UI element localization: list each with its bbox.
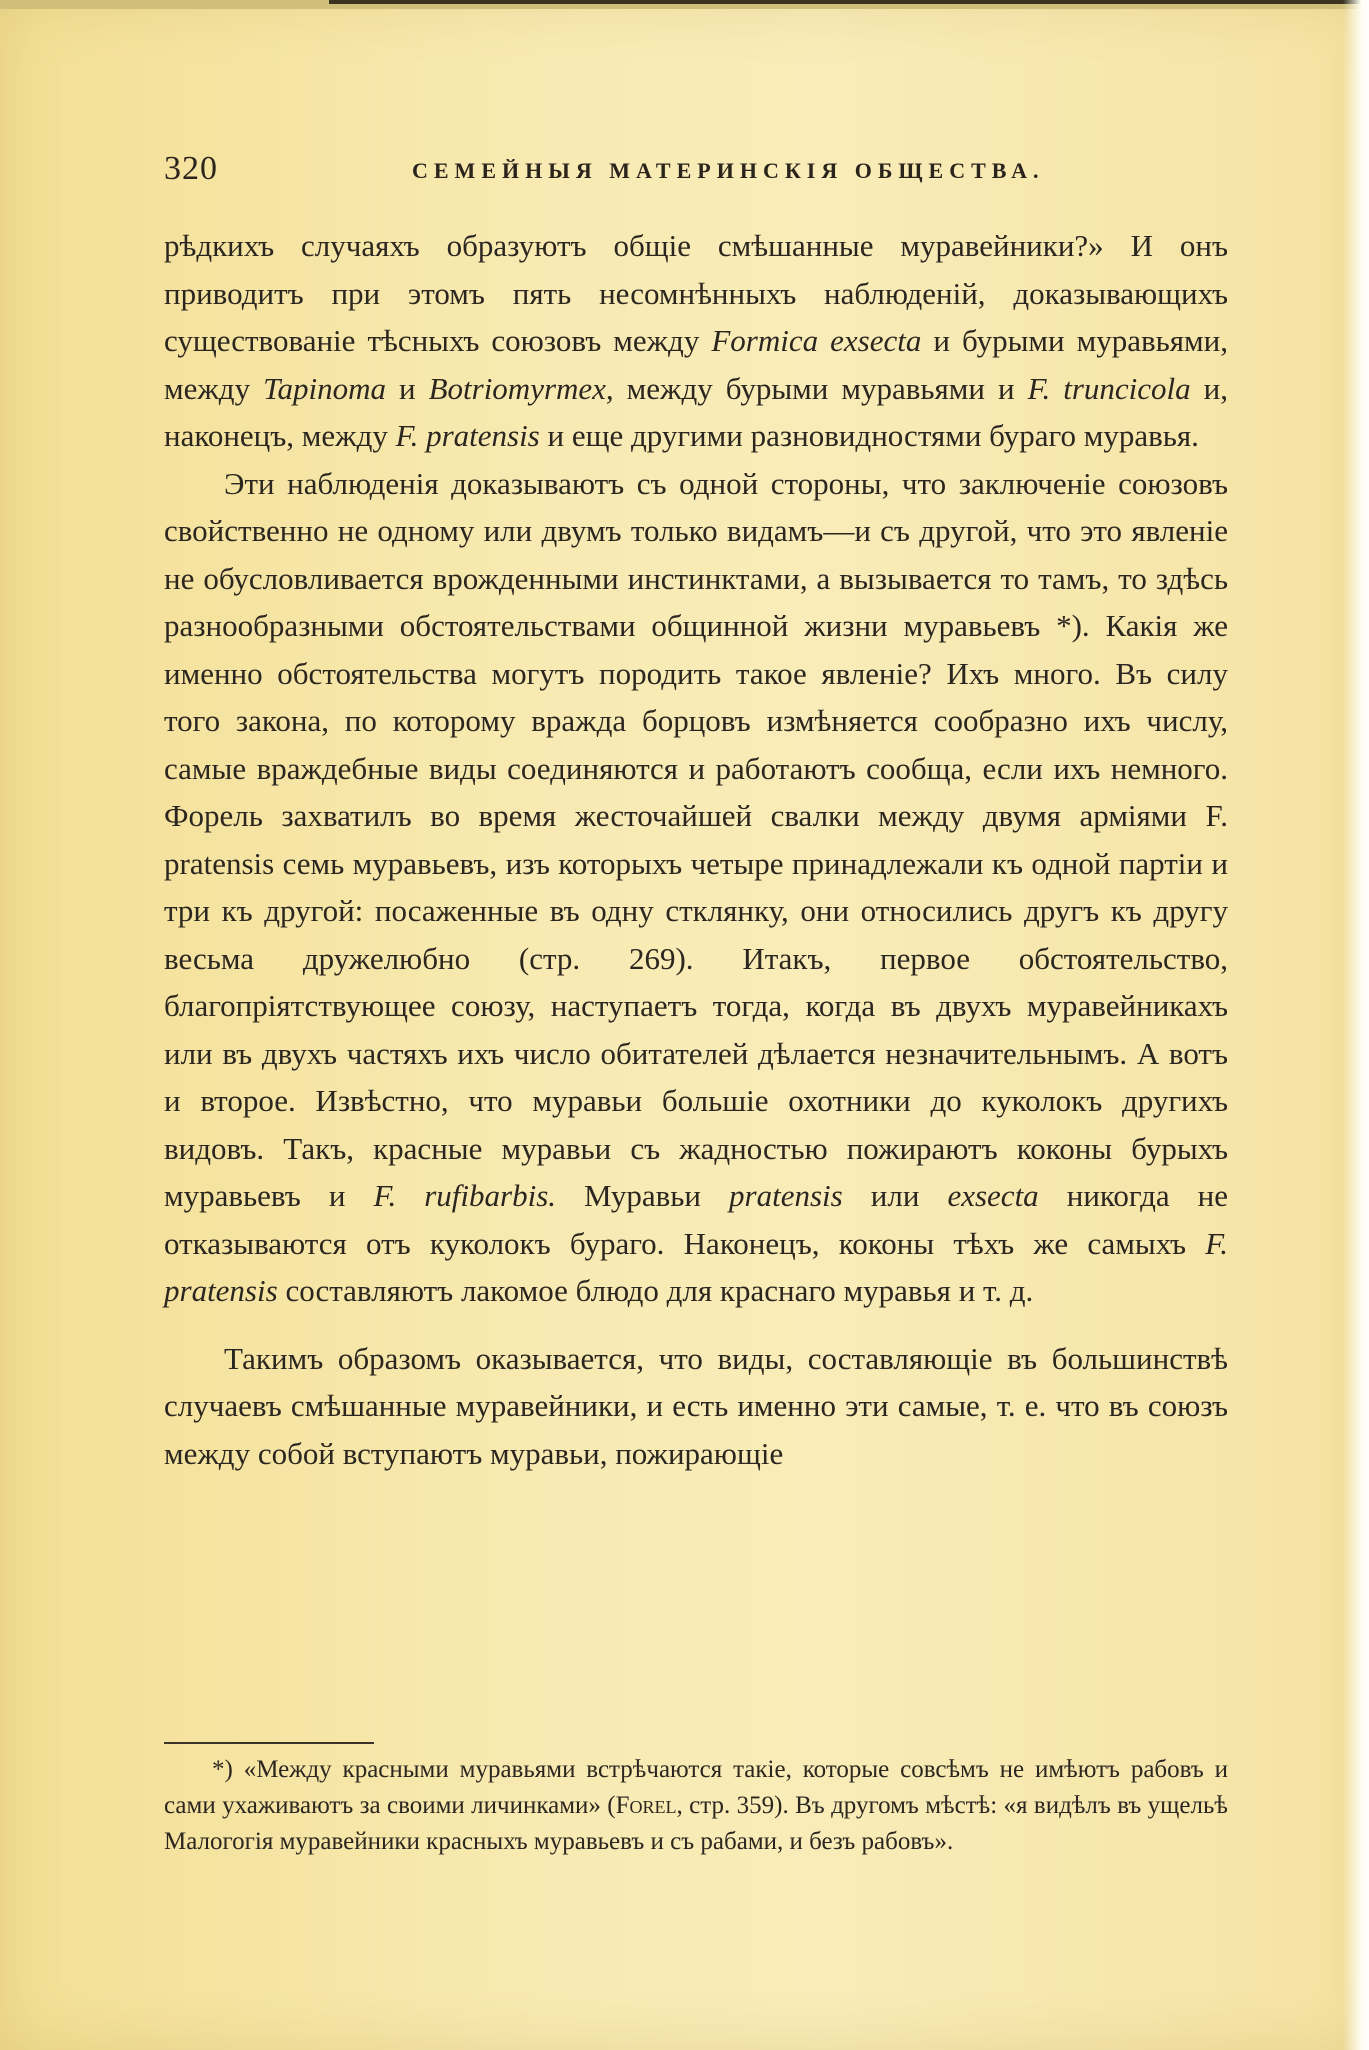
species-f-pratensis-2: F. pratensis [164,1225,1228,1308]
footnote-text-b: стр. 359). Въ другомъ мѣстѣ: «я видѣлъ въ ущельѣ Малогогія муравейники красныхъ муравьевъ и съ рабами, и безъ рабовъ». [164,1792,1228,1855]
species-f-truncicola: F. truncicola [1027,370,1191,406]
footnote [164,1752,1228,1860]
paragraph-1-text-f: и еще другими разновидностями бураго муравья. [539,418,1199,453]
footnote-author: Forel, [615,1792,683,1819]
paragraph-1 [164,222,1228,460]
paragraph-1-text-a: рѣдкихъ случаяхъ образуютъ общіе смѣшанные муравейники?» И онъ приводитъ при этомъ пять несомнѣнныхъ наблюденій, доказывающихъ существованіе тѣсныхъ союзовъ между [164,228,1228,358]
species-exsecta: exsecta [947,1178,1039,1213]
species-f-pratensis: F. pratensis [395,418,540,453]
species-formica-exsecta: Formica exsecta [711,323,922,358]
body-text [164,222,1228,1477]
top-edge-dark-band [329,0,1369,4]
species-tapinoma: Tapinoma [263,370,386,406]
species-f-rufibarbis: F. rufibarbis. [373,1178,557,1213]
paragraph-1-text-c: и [385,370,429,406]
paragraph-1-text-d: между бурыми муравьями и [613,370,1028,406]
paragraph-1-text-e: и, наконецъ, между [164,370,1229,453]
page-right-edge [1343,0,1369,2050]
footnote-divider [164,1742,374,1744]
paragraph-1-text-b: и бурыми муравьями, между [164,323,1228,406]
paragraph-2-text-a: Эти наблюденія доказываютъ съ одной стороны, что заключеніе союзовъ свойственно не одному или двумъ только видамъ—и съ другой, что это явленіе не обусловливается врожденными инстинктами, а вызывается то тамъ, то здѣсь разнообразными обстоятельствами общинной жизни муравьевъ *). Какія же именно обстоятельства могутъ породить такое явленіе? Ихъ много. Въ силу того закона, по которому вражда борцовъ измѣняется сообразно ихъ числу, самые враждебные виды соединяются и работаютъ сообща, если ихъ немного. Форель захватилъ во время жесточайшей свалки между двумя арміями F. pratensis семь муравьевъ, изъ которыхъ четыре принадлежали къ одной партіи и три къ другой: посаженные въ одну стклянку, они относились другъ къ другу весьма дружелюбно (стр. 269). Итакъ, первое обстоятельство, благопріятствующее союзу, наступаетъ тогда, когда въ двухъ муравейникахъ или въ двухъ частяхъ ихъ число обитателей дѣлается незначительнымъ. А вотъ и второе. Извѣстно, что муравьи большіе охотники до куколокъ другихъ видовъ. Такъ, красные муравьи съ жадностью пожираютъ коконы бурыхъ муравьевъ и [164,465,1228,1213]
paragraph-2-text-d: никогда не отказываются отъ куколокъ бураго. Наконецъ, коконы тѣхъ же самыхъ [164,1178,1228,1261]
paragraph-2-text-c: или [842,1178,948,1213]
running-head: СЕМЕЙНЫЯ МАТЕРИНСКІЯ ОБЩЕСТВА. [412,158,1045,183]
paragraph-2 [164,460,1228,1315]
page-header [164,150,1240,190]
species-botriomyrmex: Botriomyrmex, [428,370,614,406]
paragraph-2-text-b: Муравьи [556,1178,730,1213]
paragraph-3: Такимъ образомъ оказывается, что виды, составляющіе въ большинствѣ случаевъ смѣшанные муравейники, и есть именно эти самые, т. е. что въ союзъ между собой вступаютъ муравьи, пожирающіе [164,1340,1228,1471]
footnote-text [164,1752,1228,1860]
page-number: 320 [164,150,218,187]
paragraph-2-text-e: составляютъ лакомое блюдо для краснаго муравья и т. д. [277,1273,1034,1308]
footnote-text-a: *) «Между красными муравьями встрѣчаются такіе, которые совсѣмъ не имѣютъ рабовъ и сами ухаживаютъ за своими личинками» ( [164,1756,1228,1819]
species-pratensis: pratensis [729,1178,843,1213]
